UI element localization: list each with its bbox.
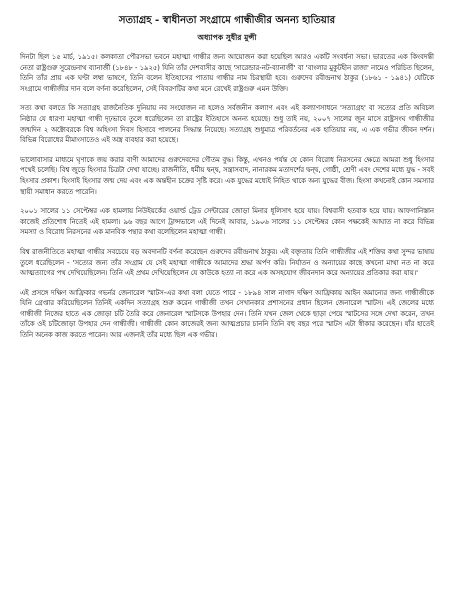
- author-line: অধ্যাপক সুধীর মুন্সী: [197, 33, 257, 42]
- paragraph-1: দিনটা ছিল ১৫ মার্চ, ১৯১৫। কলকাতা পৌরসভা ভবনে মহাত্মা গান্ধীর জন্য আয়োজন করা হয়েছিল আরও একটি সংবর্ধনা সভা। ভারতের এক কিংবদন্তী নেতা রাষ্ট্রগুরু সুরেন্দ্রনাথ ব্যানার্জী (১৮৪৮ - ১৯২৫) যিনি তাঁর দেশবাসীর কাছে 'সারেন্ডার-নট-ব্যানার্জী' বা 'বাংলার মুকুটহীন রাজা' নামেও পরিচিত ছিলেন, তিনি তাঁর প্রায় এক ঘণ্টা লম্বা ভাষণে, তিনি বলেন ইতিহাসের পাতায় গান্ধীর নাম চিরস্থায়ী হবে। গুরুদেব রবীন্দ্রনাথ ঠাকুর (১৮৬১ - ১৯৪১) যেটিকে সংগ্রামে গান্ধীজীর দান বলে বর্ণনা করেছিলেন, সেই বিবরণটির কথা মনে রেখেই রাষ্ট্রগুরু এমন উক্তি।: [20, 53, 434, 93]
- paragraph-2: সত্য কথা বলতে কি সত্যাগ্রহ রাজনৈতিক দুনিয়ায় নব সংযোজন না হলেও সর্বজনীন কল্যাণ এবং এই কল্যাণসাধনে 'সত্যাগ্রহ' বা সত্যের প্রতি অবিচল নিষ্ঠার যে ধারণা মহাত্মা গান্ধী দৃঢ়ভাবে তুলে ধরেছিলেন তা রাষ্ট্রের ইতিহাসে অনন্য হয়েছে। শুধু তাই নয়, ২০০৭ সালের জুন মাসে রাষ্ট্রসংঘ গান্ধীজীর জন্মদিন ২ অক্টোবরকে বিশ্ব অহিংসা দিবস হিসাবে পালনের সিদ্ধান্ত নিয়েছে। সত্যাগ্রহ শুধুমাত্র পরিবর্তনের এক হাতিয়ার নয়, এ এক গভীর জীবন দর্শন। বিভিন্ন বিরোধের মীমাংসাতেও এই অস্ত্র ব্যবহার করা হয়েছে।: [20, 104, 434, 145]
- paragraph-6: এই প্রসঙ্গে দক্ষিণ আফ্রিকার গভর্নর জেনারেল স্মাটস-এর কথা বলা যেতে পারে - ১৮৯৪ সাল নাগাদ দক্ষিণ আফ্রিকায় আইন অমান্যের জন্য গান্ধীজীকে যিনি গ্রেপ্তার করিয়েছিলেন তিনিই একদিন সত্যাগ্রহ শুরু করেন গান্ধীজী তখন সেখানকার প্রশাসনের প্রধান ছিলেন জেনারেল স্মাটস। এই জেলের মধ্যে গান্ধীজী নিজের হাতে এক জোড়া চটি তৈরি করে জেনারেল স্মাটসকে উপহার দেন। তিনি যখন জেল থেকে ছাড়া পেয়ে স্মাটসের সঙ্গে দেখা করেন, তখন তাঁকে ওই চটিজোড়া উপহার দেন গান্ধীজী। গান্ধীজী কোন কাজেরই জন্য আত্মপ্রচার চাননি তিনি বহু বছর পরে স্মাটস এটা স্বীকার করেছেন। যাঁর হাতেই তিনি অনেক কাজ করতে পারেন। আর এজন্যই তাঁর মধ্যে ছিল এক গভীর।: [20, 288, 435, 340]
- paragraph-3: ভালোবাসার মাধ্যমে ঘৃণাকে জয় করার বাণী আমাদের গুরুদেবদের গৌতম বুদ্ধ। কিন্তু, এখনও পর্যন্ত যে কোন বিরোধ নিরসনের ক্ষেত্রে আমরা শুধু হিংসার পথেই চলেছি। বিশ্ব জুড়ে হিংসার চিত্রটা দেখা যাচ্ছে। রাজনীতি, ধর্মীয় দ্বন্দ্ব, সন্ত্রাসবাদ, নানারকম মতাদর্শের দ্বন্দ্ব, গোষ্ঠী, শ্রেণী এবং দেশের মধ্যে যুদ্ধ - সবই হিংসার প্রকাশ। হিংসাই হিংসার জন্ম দেয় এবং এক অন্তহীন চক্রের সৃষ্টি করে। এক যুদ্ধের মধ্যেই নিহিত থাকে অন্য যুদ্ধের বীজ। হিংসা কখনোই কোন সমস্যার স্থায়ী সমাধান করতে পারেনি।: [20, 155, 434, 196]
- paragraph-4: ২০০১ সালের ১১ সেপ্টেম্বর এক হামলায় নিউইয়র্কের ওয়ার্ল্ড ট্রেড সেন্টারের জোড়া মিনার ধূলিসাৎ হয়ে যায়। বিশ্ববাসী হতবাক হয়ে যায়। আফগানিস্তান কাজেই প্রতিশোধ নিতেই এই হামলা। ৯৬ বছর আগে ট্রান্সভালে এই দিনেই আবার, ১৯০৬ সালের ১১ সেপ্টেম্বর কোন পক্ষকেই আঘাত না করে বিভিন্ন সমস্যা ও বিরোধ নিরসনের এক মানবিক পন্থার কথা বলেছিলেন মহাত্মা গান্ধী।: [20, 207, 434, 237]
- paragraph-5: বিশ্ব রাজনীতিতে মহাত্মা গান্ধীর সবচেয়ে বড় অবদানটি বর্ণনা করেছেন গুরুদেব রবীন্দ্রনাথ ঠাকুর। এই বক্তৃতায় তিনি গান্ধীজীর এই শক্তির কথা সুন্দর ভাষায় তুলে ধরেছিলেন - 'সত্যের জন্য তাঁর সংগ্রাম যে সেই মহাত্মা গান্ধীকে আমাদের শ্রদ্ধা অর্পণ করি। নির্যাতন ও অন্যায়ের কাছে কখনো মাথা নত না করে আত্মত্যাগের পথ দেখিয়েছিলেন। তিনি এই প্রথম দেখিয়েছিলেন যে কাউকে হত্যা না করে এক অসহযোগ জীবনদান করে অন্যায়ের প্রতিকার করা যায়।': [20, 247, 434, 278]
- document-title: সত্যাগ্রহ - স্বাধীনতা সংগ্রামে গান্ধীজীর অনন্য হাতিয়ার: [118, 15, 336, 26]
